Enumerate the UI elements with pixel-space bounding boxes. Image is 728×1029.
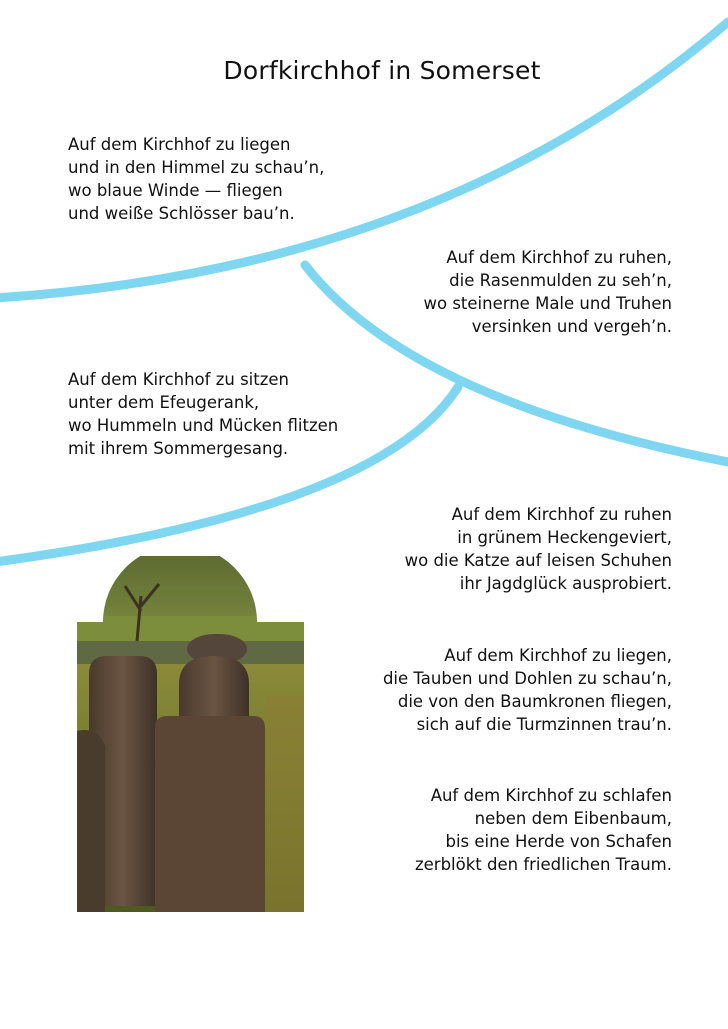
stanza-line: wo die Katze auf leisen Schuhen [404, 551, 672, 570]
stanza-line: zerblökt den friedlichen Traum. [414, 855, 672, 874]
stanza-line: Auf dem Kirchhof zu liegen [68, 135, 291, 154]
stanza-line: Auf dem Kirchhof zu liegen, [444, 646, 672, 665]
stanza-line: die von den Baumkronen fliegen, [397, 692, 672, 711]
stanza-line: in grünem Heckengeviert, [457, 528, 672, 547]
stanza-line: wo Hummeln und Mücken flitzen [68, 416, 339, 435]
stanza-3 [68, 368, 338, 460]
stanza-line: und weiße Schlösser bau’n. [68, 204, 295, 223]
stanza-line: neben dem Eibenbaum, [474, 809, 672, 828]
stanza-line: Auf dem Kirchhof zu ruhen [451, 505, 672, 524]
stanza-line: und in den Himmel zu schau’n, [68, 158, 325, 177]
stanza-line: unter dem Efeugerank, [68, 393, 260, 412]
stanza-line: sich auf die Turmzinnen trau’n. [416, 715, 672, 734]
stanza-line: Auf dem Kirchhof zu sitzen [68, 370, 289, 389]
stanza-6 [415, 784, 672, 876]
stanza-line: wo steinerne Male und Truhen [423, 294, 672, 313]
graveyard-photo [77, 556, 304, 912]
stanza-line: wo blaue Winde — fliegen [68, 181, 283, 200]
stanza-line: die Tauben und Dohlen zu schau’n, [382, 669, 672, 688]
stanza-line: Auf dem Kirchhof zu ruhen, [446, 248, 672, 267]
stanza-line: bis eine Herde von Schafen [445, 832, 672, 851]
stanza-2 [423, 246, 672, 338]
stanza-4 [405, 503, 672, 595]
stanza-line: die Rasenmulden zu seh’n, [449, 271, 672, 290]
stanza-line: ihr Jagdglück ausprobiert. [459, 574, 672, 593]
page-title: Dorfkirchhof in Somerset [223, 56, 541, 85]
stanza-line: Auf dem Kirchhof zu schlafen [430, 786, 672, 805]
stanza-line: mit ihrem Sommergesang. [68, 439, 289, 458]
stanza-5 [383, 644, 672, 736]
stanza-1 [68, 133, 324, 225]
stanza-line: versinken und vergeh’n. [471, 317, 672, 336]
